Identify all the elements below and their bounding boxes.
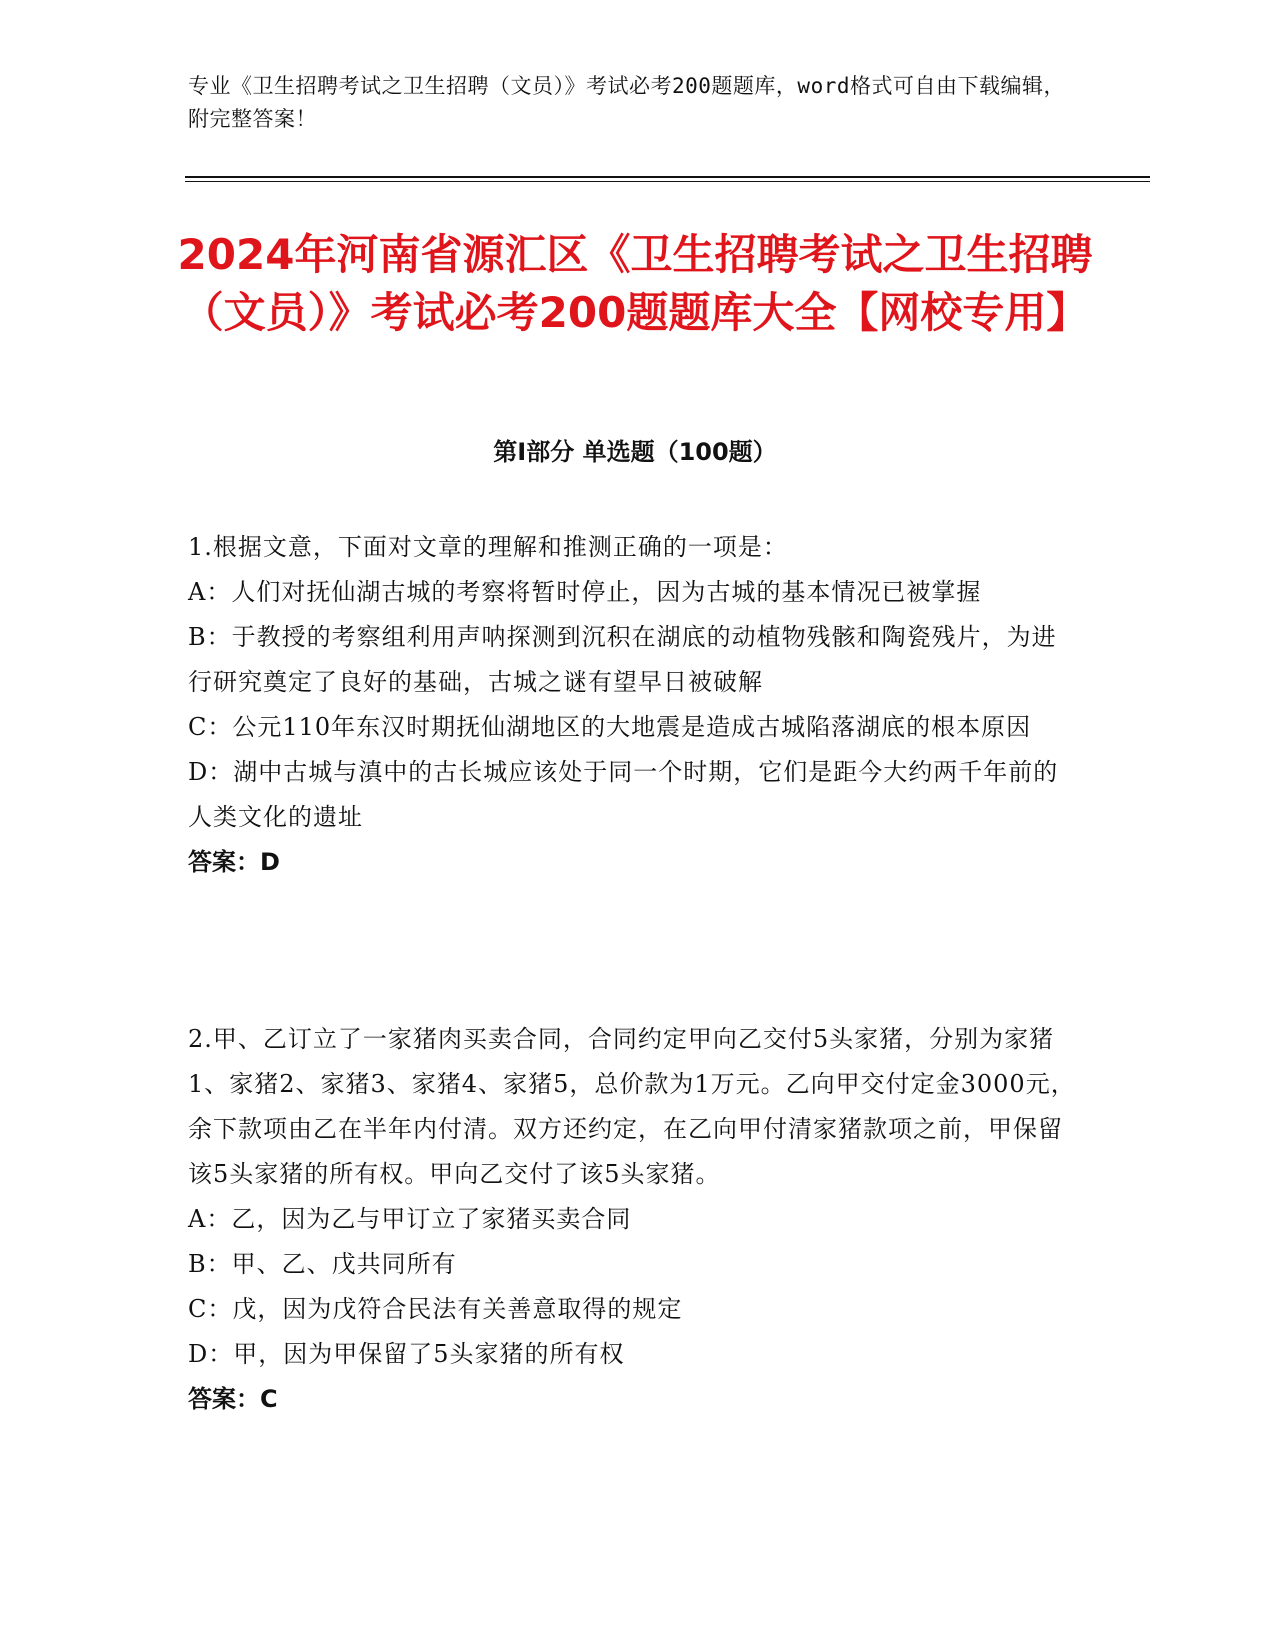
option-c: C：公元110年东汉时期抚仙湖地区的大地震是造成古城陷落湖底的根本原因: [188, 713, 1032, 741]
question-stem: 1.根据文意，下面对文章的理解和推测正确的一项是：: [188, 533, 788, 561]
header-note: 专业《卫生招聘考试之卫生招聘（文员）》考试必考200题题库，word格式可自由下载编辑，附完整答案！: [188, 74, 1065, 131]
question-2: [188, 1017, 1078, 1422]
answer-label: 答案：C: [188, 1385, 278, 1413]
header-divider-thin: [185, 181, 1150, 182]
option-a: A：乙，因为乙与甲订立了家猪买卖合同: [188, 1205, 632, 1233]
question-1: [188, 525, 1078, 885]
option-d: D：甲，因为甲保留了5头家猪的所有权: [188, 1340, 625, 1368]
section-heading: 第I部分 单选题（100题）: [493, 438, 777, 466]
question-stem: 2.甲、乙订立了一家猪肉买卖合同，合同约定甲向乙交付5头家猪，分别为家猪1、家猪2、家猪3、家猪4、家猪5，总价款为1万元。乙向甲交付定金3000元，余下款项由乙在半年内付清。双方还约定，在乙向甲付清家猪款项之前，甲保留该5头家猪的所有权。甲向乙交付了该5头家猪。: [188, 1025, 1076, 1188]
document-title: 2024年河南省源汇区《卫生招聘考试之卫生招聘（文员）》考试必考200题题库大全【网校专用】: [177, 230, 1093, 337]
option-b: B：于教授的考察组利用声呐探测到沉积在湖底的动植物残骸和陶瓷残片，为进行研究奠定了良好的基础，古城之谜有望早日被破解: [188, 623, 1057, 696]
option-c: C：戊，因为戊符合民法有关善意取得的规定: [188, 1295, 683, 1323]
option-a: A：人们对抚仙湖古城的考察将暂时停止，因为古城的基本情况已被掌握: [188, 578, 982, 606]
header-divider: [185, 176, 1150, 178]
answer-label: 答案：D: [188, 848, 280, 876]
option-d: D：湖中古城与滇中的古长城应该处于同一个时期，它们是距今大约两千年前的人类文化的遗址: [188, 758, 1059, 831]
option-b: B：甲、乙、戊共同所有: [188, 1250, 457, 1278]
